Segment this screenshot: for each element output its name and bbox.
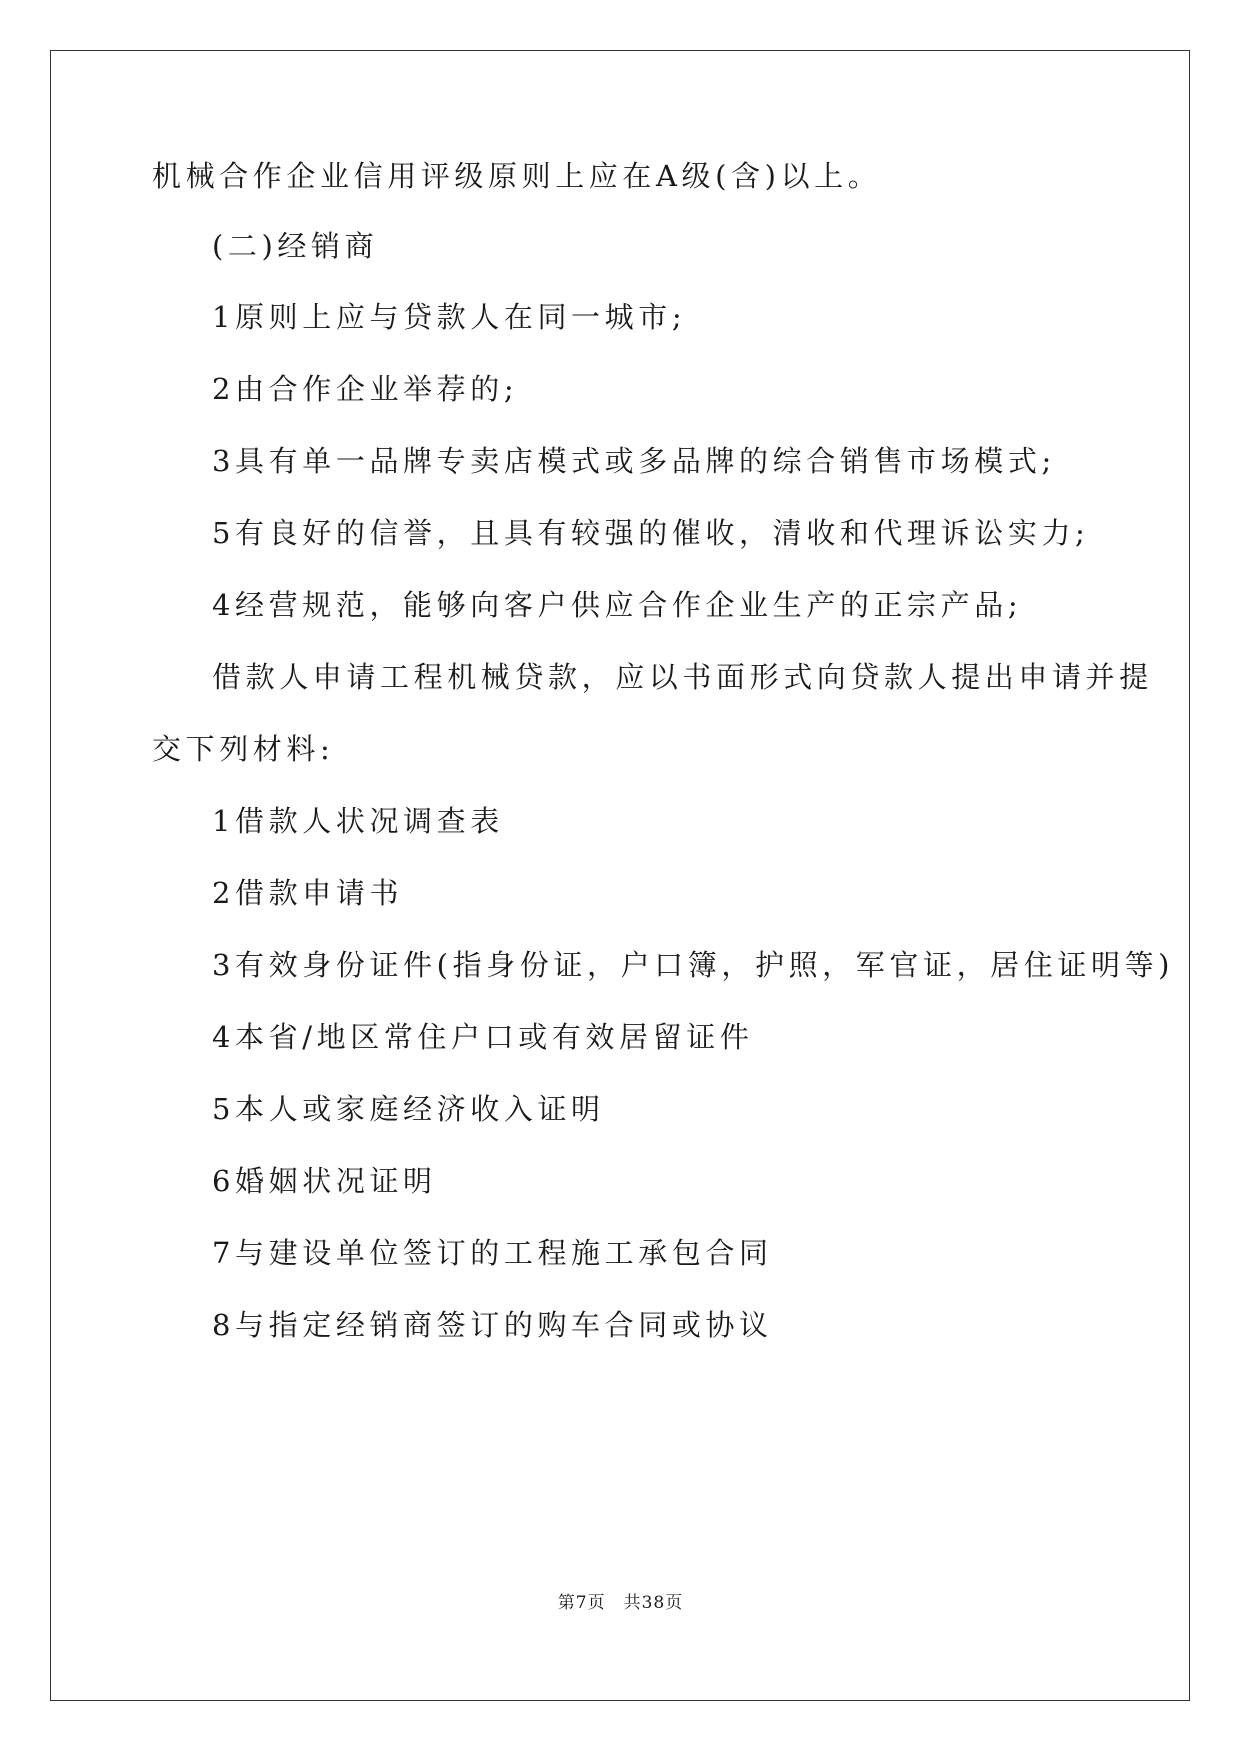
dealer-item-2: 2由合作企业举荐的; <box>212 372 519 406</box>
material-item-1: 1借款人状况调查表 <box>212 804 504 838</box>
material-item-8: 8与指定经销商签订的购车合同或协议 <box>212 1308 773 1342</box>
paragraph-credit-rating: 机械合作企业信用评级原则上应在A级(含)以上。 <box>152 159 882 193</box>
dealer-item-3: 3具有单一品牌专卖店模式或多品牌的综合销售市场模式; <box>212 444 1056 478</box>
material-item-7: 7与建设单位签订的工程施工承包合同 <box>212 1236 773 1270</box>
application-paragraph-continued: 交下列材料: <box>152 732 335 766</box>
section-heading-dealer: (二)经销商 <box>212 229 379 263</box>
dealer-item-4: 4经营规范，能够向客户供应合作企业生产的正宗产品; <box>212 588 1023 622</box>
page-number-current: 第7页 <box>557 1593 606 1613</box>
material-item-4: 4本省/地区常住户口或有效居留证件 <box>212 1020 754 1054</box>
material-item-3: 3有效身份证件(指身份证，户口簿，护照，军官证，居住证明等) <box>212 948 1175 982</box>
page-footer <box>0 1588 1241 1613</box>
dealer-item-1: 1原则上应与贷款人在同一城市; <box>212 300 687 334</box>
page-number-total: 共38页 <box>623 1593 684 1613</box>
application-paragraph: 借款人申请工程机械贷款，应以书面形式向贷款人提出申请并提 <box>212 660 1153 694</box>
material-item-2: 2借款申请书 <box>212 876 404 910</box>
material-item-5: 5本人或家庭经济收入证明 <box>212 1092 605 1126</box>
dealer-item-5: 5有良好的信誉，且具有较强的催收，清收和代理诉讼实力; <box>212 516 1090 550</box>
material-item-6: 6婚姻状况证明 <box>212 1164 437 1198</box>
